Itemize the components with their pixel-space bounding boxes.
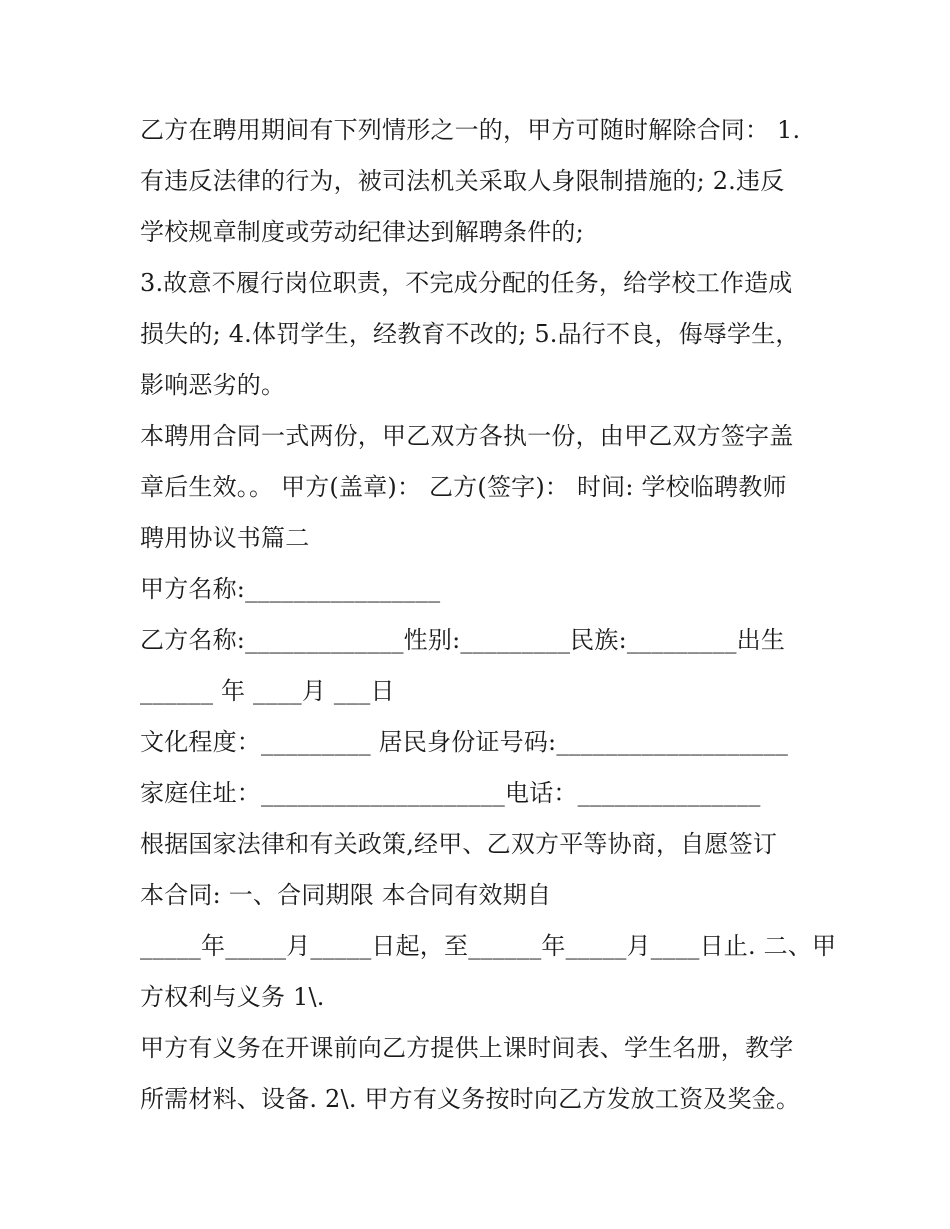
text-line: 方权利与义务 1\. bbox=[140, 983, 325, 1011]
text-line: 影响恶劣的。 bbox=[140, 371, 286, 399]
text-line: 乙方名称:_____________性别:_________民族:_________出生 bbox=[140, 626, 786, 654]
text-line: 文化程度：_________ 居民身份证号码:___________________ bbox=[140, 728, 789, 756]
text-line: 3.故意不履行岗位职责，不完成分配的任务，给学校工作造成 bbox=[140, 269, 793, 297]
section-title: 聘用协议书篇二 bbox=[140, 524, 310, 552]
text-line: _____年_____月_____日起，至______年_____月____日止. 二、甲 bbox=[140, 932, 837, 960]
text-line: 本聘用合同一式两份，甲乙双方各执一份，由甲乙双方签字盖 bbox=[140, 422, 794, 450]
text-line: ______ 年 ____月 ___日 bbox=[140, 677, 395, 705]
text-line: 甲方有义务在开课前向乙方提供上课时间表、学生名册，教学 bbox=[140, 1034, 794, 1062]
text-line: 甲方名称:________________ bbox=[140, 575, 441, 603]
text-line: 学校规章制度或劳动纪律达到解聘条件的; bbox=[140, 218, 584, 246]
text-line: 乙方在聘用期间有下列情形之一的，甲方可随时解除合同： 1. bbox=[140, 116, 801, 144]
text-line: 损失的; 4.体罚学生，经教育不改的; 5.品行不良，侮辱学生， bbox=[140, 320, 800, 348]
text-line: 所需材料、设备. 2\. 甲方有义务按时向乙方发放工资及奖金。 bbox=[140, 1085, 801, 1113]
text-line: 根据国家法律和有关政策,经甲、乙双方平等协商，自愿签订 bbox=[140, 830, 778, 858]
text-line: 家庭住址：____________________电话：_______________ bbox=[140, 779, 761, 807]
text-line: 章后生效。。 甲方(盖章)： 乙方(签字)： 时间: 学校临聘教师 bbox=[140, 473, 787, 501]
text-line: 有违反法律的行为，被司法机关采取人身限制措施的; 2.违反 bbox=[140, 167, 785, 195]
text-line: 本合同: 一、合同期限 本合同有效期自 bbox=[140, 881, 552, 909]
